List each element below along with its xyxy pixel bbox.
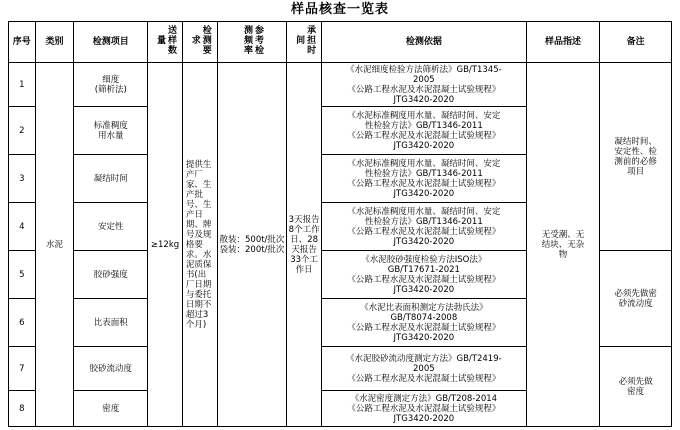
cell-test-item: 胶砂强度 <box>74 251 148 299</box>
header-requirement <box>182 22 217 63</box>
cell-remark: 凝结时间、 安定性、检 测前的必修 项目 <box>600 63 672 251</box>
cell-lead-time: 3天报告 8个工作日、28 天报告 33个工作日 <box>287 63 322 427</box>
cell-no: 4 <box>9 203 36 251</box>
cell-test-item: 标准稠度 用水量 <box>74 107 148 155</box>
cell-test-item: 安定性 <box>74 203 148 251</box>
cell-requirement: 提供生产厂家、生产批号、生产日期、牌号及规格要求。水泥质保书(出厂日期与委托日期不超过3个月) <box>182 63 217 427</box>
header-test-item: 检测项目 <box>74 22 148 63</box>
header-category: 类别 <box>35 22 74 63</box>
cell-test-item: 密度 <box>74 391 148 427</box>
cell-no: 8 <box>9 391 36 427</box>
header-basis: 检测依据 <box>322 22 527 63</box>
cell-basis: 《水泥比表面积测定方法勃氏法》 GB/T8074-2008 《公路工程水泥及水泥混凝土试验规程》 JTG3420-2020 <box>322 299 527 347</box>
cell-remark: 必须先做 密度 <box>600 347 672 427</box>
cell-test-item: 胶砂流动度 <box>74 347 148 391</box>
cell-no: 3 <box>9 155 36 203</box>
cell-basis: 《水泥细度检验方法筛析法》GB/T1345- 2005 《公路工程水泥及水泥混凝土试验规程》 JTG3420-2020 <box>322 63 527 107</box>
cell-test-item: 比表面积 <box>74 299 148 347</box>
header-frequency-label: 参考检测频率 <box>241 25 263 55</box>
header-lead-time <box>287 22 322 63</box>
sample-check-table <box>8 21 672 427</box>
cell-no: 6 <box>9 299 36 347</box>
page-title: 样品核查一览表 <box>290 2 389 17</box>
cell-sample-description: 无受潮、无 结块、无杂 物 <box>526 63 600 427</box>
cell-test-item: 细度 (筛析法) <box>74 63 148 107</box>
cell-basis: 《水泥标准稠度用水量、凝结时间、安定 性检验方法》GB/T1346-2011 《公路工程水泥及水泥混凝土试验规程》 JTG3420-2020 <box>322 203 527 251</box>
cell-category: 水泥 <box>35 63 74 427</box>
cell-quantity: ≥12kg <box>148 63 183 427</box>
cell-basis: 《水泥密度测定方法》GB/T208-2014 《公路工程水泥及水泥混凝土试验规程》 JTG3420-2020 <box>322 391 527 427</box>
table-body <box>9 63 672 427</box>
table-row <box>9 63 672 107</box>
cell-no: 1 <box>9 63 36 107</box>
header-lead-time-label: 承担时间 <box>294 25 316 55</box>
header-quantity <box>148 22 183 63</box>
header-requirement-label: 检测要求 <box>189 25 211 55</box>
header-remark: 备注 <box>600 22 672 63</box>
cell-basis: 《水泥标准稠度用水量、凝结时间、安定 性检验方法》GB/T1346-2011 《公路工程水泥及水泥混凝土试验规程》 JTG3420-2020 <box>322 155 527 203</box>
cell-frequency: 散装：500t/批次 袋装：200t/批次 <box>217 63 287 427</box>
header-no: 序号 <box>9 22 36 63</box>
cell-basis: 《水泥胶砂流动度测定方法》GB/T2419- 2005 《公路工程水泥及水泥混凝土试验规程》 <box>322 347 527 391</box>
header-frequency <box>217 22 287 63</box>
cell-remark: 必须先做密 砂流动度 <box>600 251 672 347</box>
cell-basis: 《水泥胶砂强度检验方法ISO法》 GB/T17671-2021 《公路工程水泥及水泥混凝土试验规程》 JTG3420-2020 <box>322 251 527 299</box>
cell-test-item: 凝结时间 <box>74 155 148 203</box>
cell-no: 5 <box>9 251 36 299</box>
cell-no: 2 <box>9 107 36 155</box>
header-sample-description: 样品指述 <box>526 22 600 63</box>
header-quantity-label: 送样数量 <box>155 25 177 55</box>
cell-no: 7 <box>9 347 36 391</box>
cell-basis: 《水泥标准稠度用水量、凝结时间、安定 性检验方法》GB/T1346-2011 《公路工程水泥及水泥混凝土试验规程》 JTG3420-2020 <box>322 107 527 155</box>
table-header-row <box>9 22 672 63</box>
